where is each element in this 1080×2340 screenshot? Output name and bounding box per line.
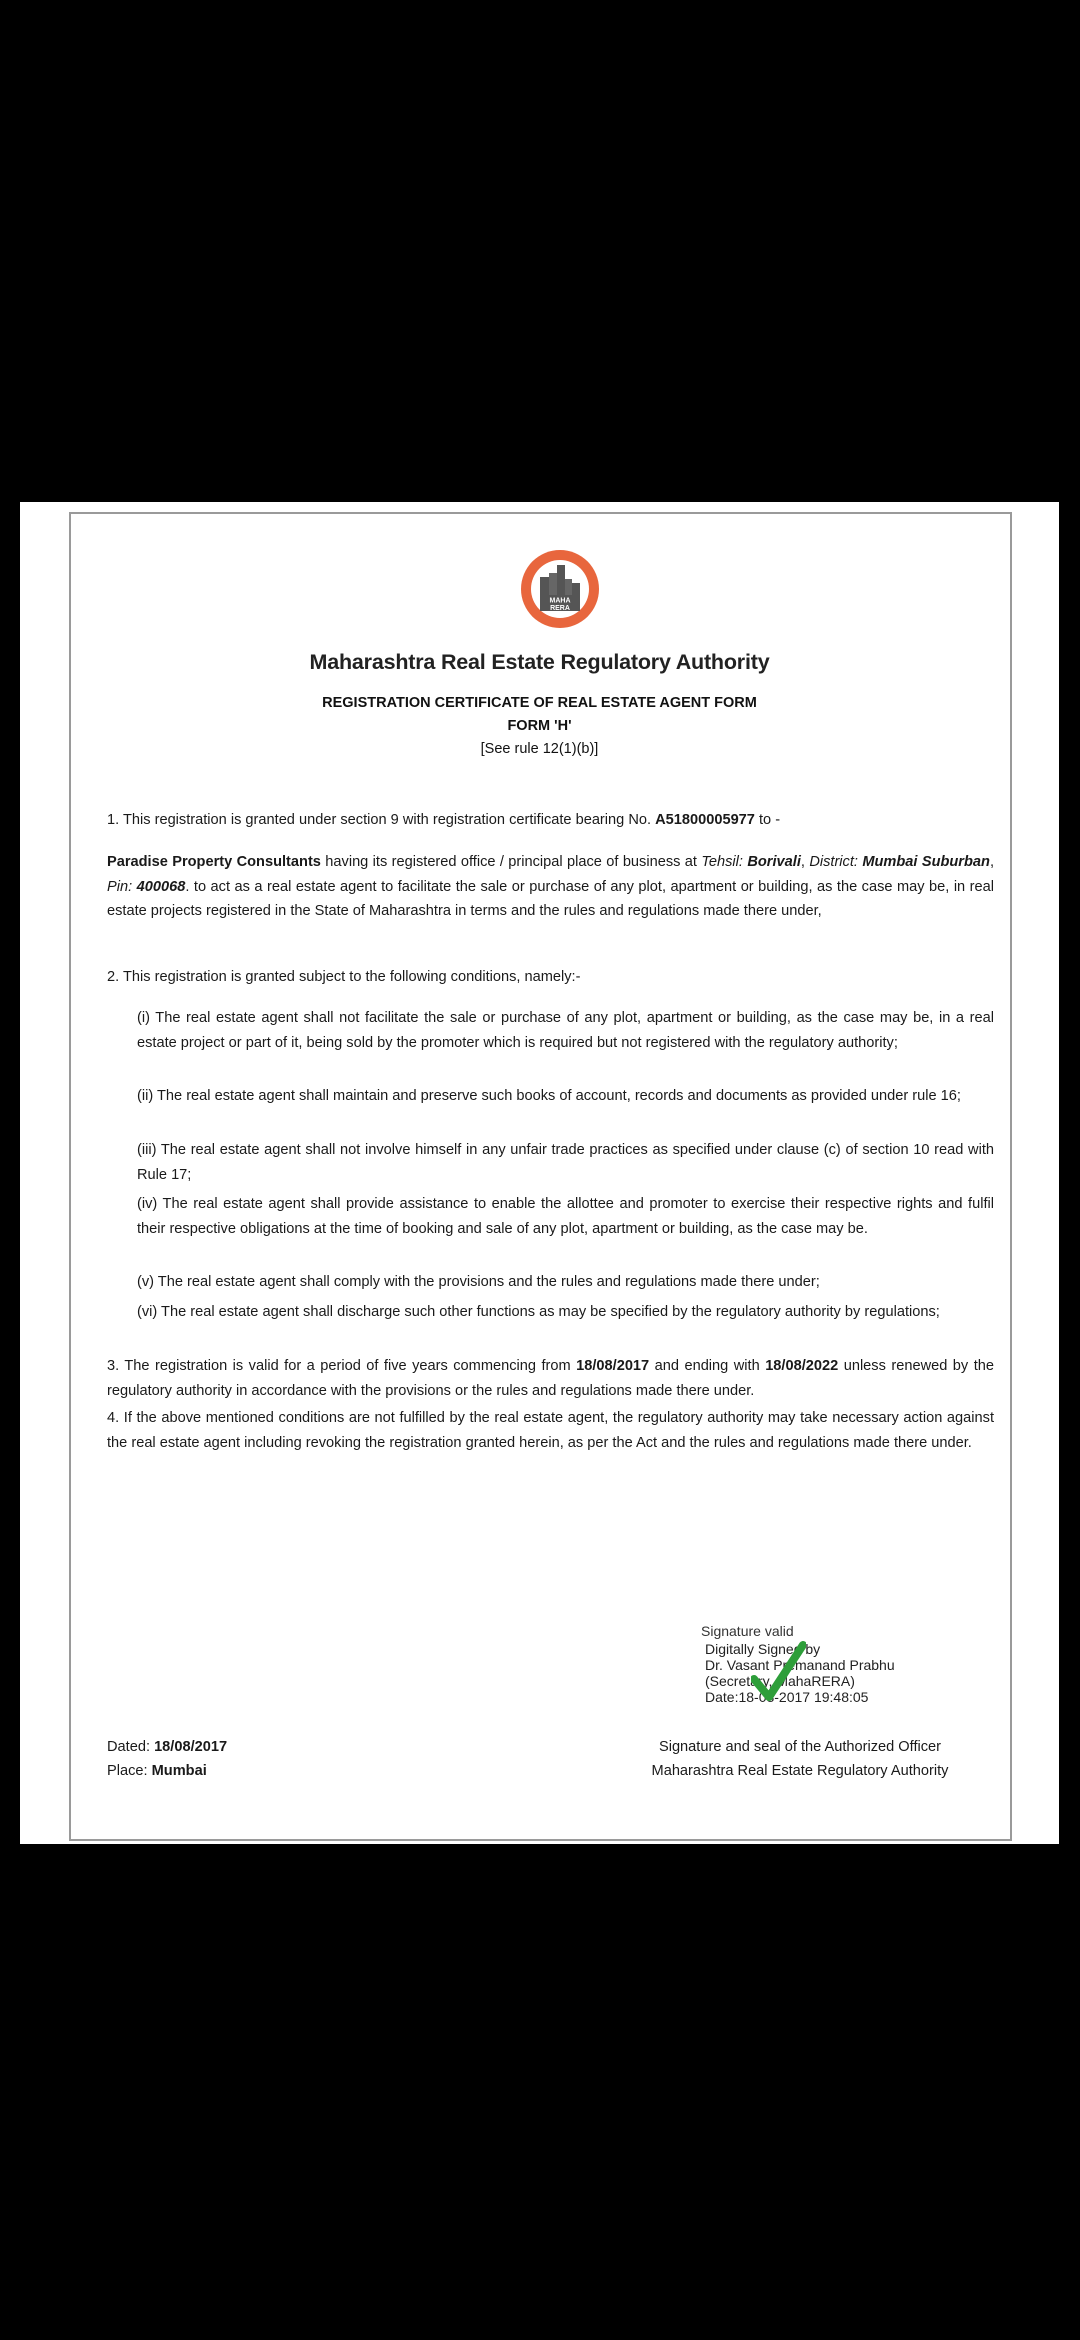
validity-end-date: 18/08/2022 (765, 1358, 839, 1374)
digital-signature-block[interactable] (701, 1623, 961, 1705)
signer-designation: (Secretary, MahaRERA) (705, 1673, 855, 1689)
agent-name: Paradise Property Consultants (107, 854, 321, 870)
condition-3: (iii) The real estate agent shall not involve himself in any unfair trade practices as specified under clause (c) of section 10 read with Rule 17; (137, 1142, 994, 1183)
paragraph-2: 2. This registration is granted subject to the following conditions, namely:- (107, 969, 581, 985)
condition-5: (v) The real estate agent shall comply with the provisions and the rules and regulations made there under; (137, 1274, 820, 1290)
form-label: FORM 'H' (507, 718, 572, 734)
pin-code: 400068 (136, 878, 186, 895)
authority-title: Maharashtra Real Estate Regulatory Authority (309, 650, 770, 674)
agent-paragraph: Paradise Property Consultants having its registered office / principal place of business at Tehsil: Borivali, District: Mumbai Suburban, Pin: 400068. to act as a real estate agent to facilitate the sale or purchase of any plot, apartment or building, as the case may be, in real estate projects registered in the State of Maharashtra in terms and the rules and regulations made there under, (107, 854, 994, 919)
signature-status: Signature valid (701, 1623, 794, 1639)
validity-start-date: 18/08/2017 (576, 1358, 650, 1374)
rule-reference: [See rule 12(1)(b)] (480, 741, 599, 757)
condition-2: (ii) The real estate agent shall maintain and preserve such books of account, records and documents as provided under rule 16; (137, 1088, 961, 1104)
authorized-officer-block (620, 1735, 980, 1783)
paragraph-3: 3. The registration is valid for a period of five years commencing from 18/08/2017 and ending with 18/08/2022 unless renewed by the regulatory authority in accordance with the provisions or the rules and regulations made there under. (107, 1358, 994, 1399)
green-checkmark-icon (751, 1641, 806, 1703)
certificate-subtitle: REGISTRATION CERTIFICATE OF REAL ESTATE AGENT FORM (322, 695, 757, 711)
officer-line-1: Signature and seal of the Authorized Officer (658, 1739, 942, 1755)
signer-name: Dr. Vasant Premanand Prabhu (705, 1657, 895, 1673)
officer-line-2: Maharashtra Real Estate Regulatory Authority (651, 1763, 949, 1779)
maharera-logo-icon (520, 549, 600, 629)
condition-1: (i) The real estate agent shall not facilitate the sale or purchase of any plot, apartment or building, as the case may be, in a real estate project or part of it, being sold by the promoter which is required but not registered with the regulatory authority; (137, 1010, 994, 1051)
svg-text:RERA: RERA (550, 605, 570, 612)
paragraph-4: 4. If the above mentioned conditions are not fulfilled by the real estate agent, the regulatory authority may take necessary action against the real estate agent including revoking the registration granted herein, as per the Act and the rules and regulations made there under. (107, 1410, 994, 1451)
paragraph-1: 1. This registration is granted under section 9 with registration certificate bearing No. A51800005977 to - (107, 812, 781, 828)
condition-4: (iv) The real estate agent shall provide assistance to enable the allottee and promoter to exercise their respective rights and fulfil their respective obligations at the time of booking and sale of any plot, apartment or building, as the case may be. (137, 1196, 994, 1237)
condition-6: (vi) The real estate agent shall discharge such other functions as may be specified by the regulatory authority by regulations; (137, 1304, 940, 1320)
tehsil: Borivali (747, 854, 801, 870)
place-line: Place: Mumbai (107, 1763, 207, 1779)
date-place-block (107, 1735, 227, 1783)
document-page (20, 502, 1059, 1844)
svg-text:MAHA: MAHA (549, 597, 571, 605)
dated-value: 18/08/2017 (154, 1739, 228, 1755)
dated-line: Dated: 18/08/2017 (107, 1739, 228, 1755)
certificate-number: A51800005977 (655, 812, 755, 828)
signature-line-1: Digitally Signed by (705, 1641, 821, 1657)
district: Mumbai Suburban (862, 854, 990, 870)
place-value: Mumbai (151, 1763, 207, 1779)
signature-date: Date:18-08-2017 19:48:05 (705, 1689, 869, 1705)
